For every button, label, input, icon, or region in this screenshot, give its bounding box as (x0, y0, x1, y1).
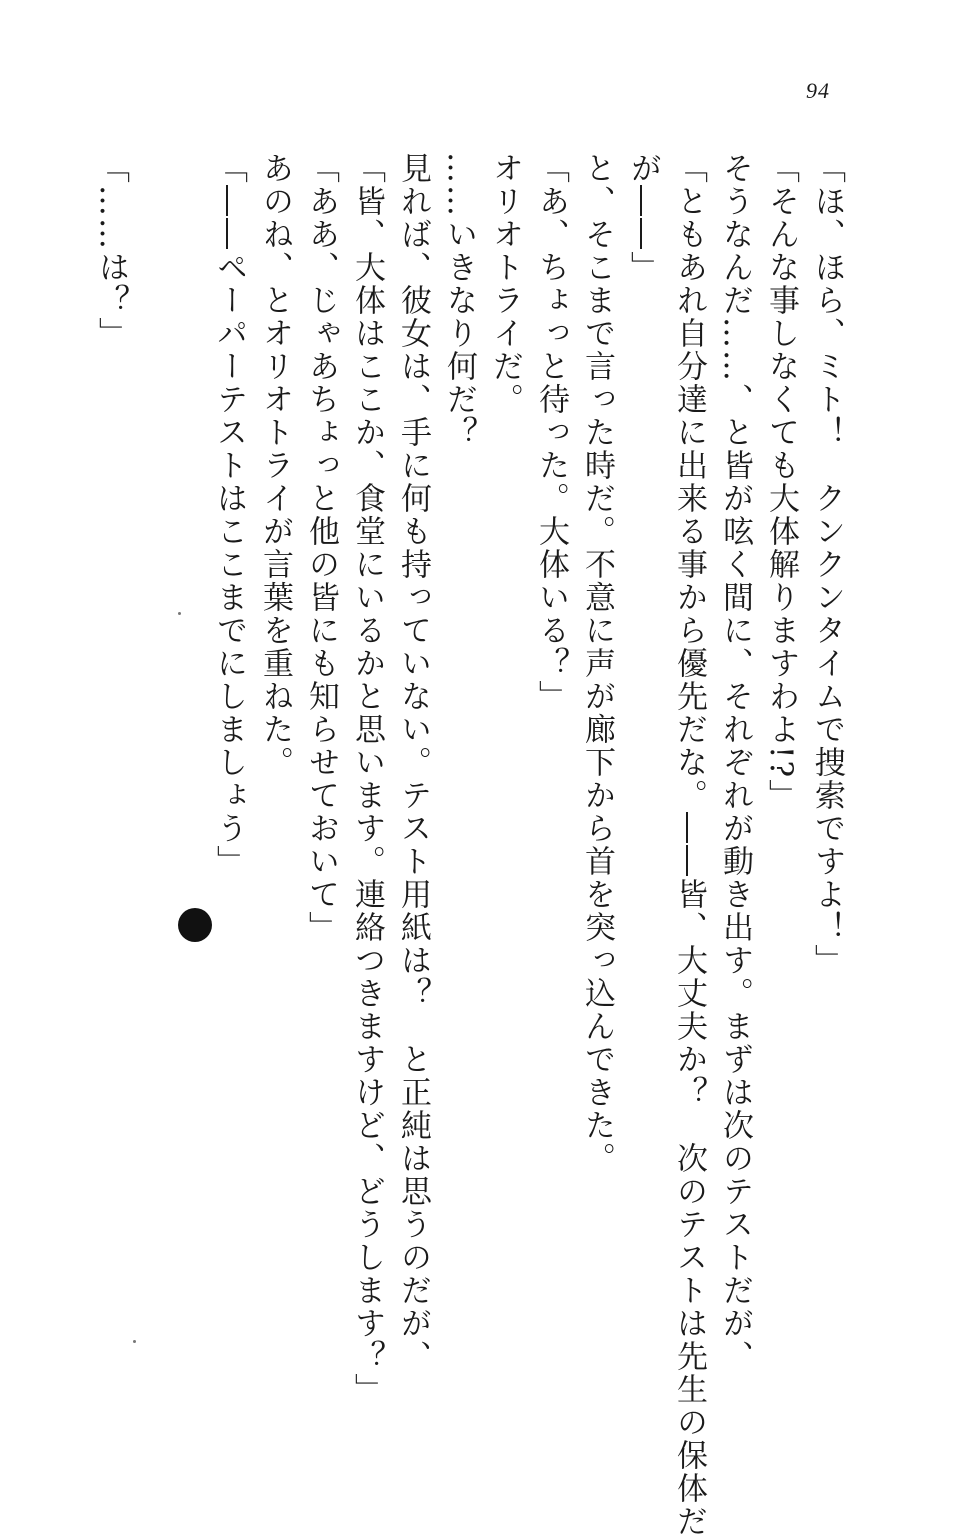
text-line: そうなんだ……、と皆が呟く間に、それぞれが動き出す。まずは次のテストだが、 (717, 152, 753, 1373)
scan-speck (133, 1340, 136, 1343)
text-line: 「――ペーパーテストはここまでにしましょう」 (211, 152, 247, 878)
scan-speck (178, 612, 181, 615)
page-number: 94 (806, 78, 830, 103)
text-line: 「皆、大体はここか、食堂にいるかと思います。連絡つきますけど、どうします？」 (349, 152, 385, 1406)
text-line: 「ほ、ほら、ミト！ クンクンタイムで捜索ですよ！」 (809, 152, 845, 977)
text-line: が――」 (625, 152, 661, 284)
text-line: ……いきなり何だ？ (441, 152, 477, 449)
text-line: 見れば、彼女は、手に何も持っていない。テスト用紙は？ と正純は思うのだが、 (395, 152, 431, 1373)
text-line: あのね、とオリオトライが言葉を重ねた。 (257, 152, 293, 779)
text-line: 「……は？」 (93, 152, 129, 350)
text-line: オリオトライだ。 (487, 152, 523, 416)
text-line: 「そんな事しなくても大体解りますわよ!?」 (763, 152, 799, 813)
text-line: と、そこまで言った時だ。不意に声が廊下から首を突っ込んできた。 (579, 152, 615, 1175)
vertical-text-block (93, 152, 850, 1538)
section-break-dot (178, 908, 212, 942)
text-line: 「ともあれ自分達に出来る事から優先だな。――皆、大丈夫か？ 次のテストは先生の保体だ (671, 152, 707, 1538)
text-line: 「あ、ちょっと待った。大体いる？」 (533, 152, 569, 713)
text-line: 「ああ、じゃあちょっと他の皆にも知らせておいて」 (303, 152, 339, 944)
